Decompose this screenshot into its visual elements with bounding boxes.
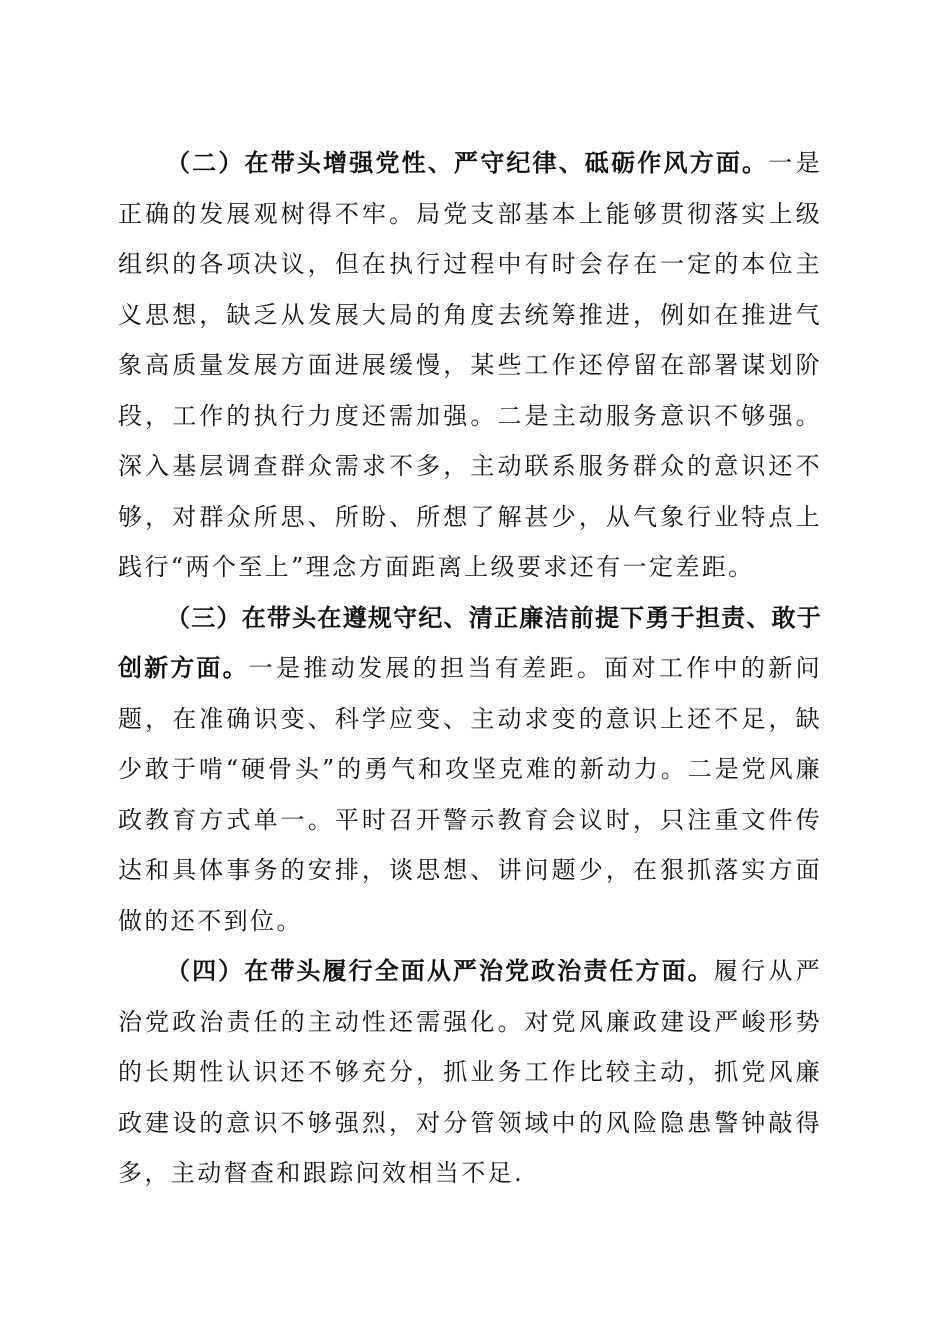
section-body: 履行从严治党政治责任的主动性还需强化。对党风廉政建设严峻形势的长期性认识还不够充分，抓业务工作比较主动，抓党风廉政建设的意识不够强烈，对分管领域中的风险隐患警钟敲得多，主动督查和跟踪问效相当不足. [118, 957, 822, 1187]
paragraph-section-3 [118, 593, 822, 947]
section-heading: （二）在带头增强党性、严守纪律、砥砺作风方面。 [166, 149, 769, 177]
section-heading: （四）在带头履行全面从严治党政治责任方面。 [166, 957, 714, 985]
document-page [118, 138, 822, 1199]
section-body: 一是推动发展的担当有差距。面对工作中的新问题，在准确识变、科学应变、主动求变的意识上还不足，缺少敢于啃“硬骨头”的勇气和攻坚克难的新动力。二是党风廉政教育方式单一。平时召开警示教育会议时，只注重文件传达和具体事务的安排，谈思想、讲问题少，在狠抓落实方面做的还不到位。 [118, 654, 822, 935]
section-heading: （三）在带头在遵规守纪、清正廉洁前提下勇于担责、敢于创新方面。 [118, 603, 822, 682]
paragraph-section-2 [118, 138, 822, 593]
section-body: 一是正确的发展观树得不牢。局党支部基本上能够贯彻落实上级组织的各项决议，但在执行过程中有时会存在一定的本位主义思想，缺乏从发展大局的角度去统筹推进，例如在推进气象高质量发展方面进展缓慢，某些工作还停留在部署谋划阶段，工作的执行力度还需加强。二是主动服务意识不够强。深入基层调查群众需求不多，主动联系服务群众的意识还不够，对群众所思、所盼、所想了解甚少，从气象行业特点上践行“两个至上”理念方面距离上级要求还有一定差距。 [118, 149, 822, 581]
paragraph-section-4 [118, 946, 822, 1199]
